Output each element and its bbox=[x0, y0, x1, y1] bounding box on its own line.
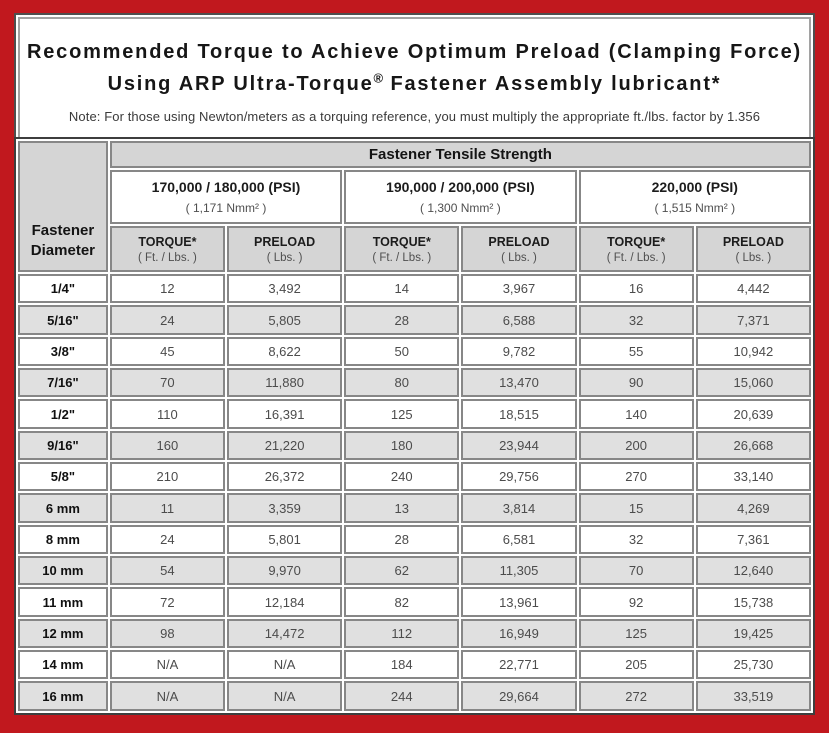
cell: 5,801 bbox=[227, 525, 342, 554]
row-label: 5/8" bbox=[18, 462, 108, 491]
cell: 15,738 bbox=[696, 587, 811, 616]
cell: 15,060 bbox=[696, 368, 811, 397]
cell: 5,805 bbox=[227, 305, 342, 334]
cell: 240 bbox=[344, 462, 459, 491]
row-label: 8 mm bbox=[18, 525, 108, 554]
tensile-strength-header: Fastener Tensile Strength bbox=[110, 141, 811, 168]
cell: 8,622 bbox=[227, 337, 342, 366]
psi-value-3: 220,000 (PSI) bbox=[651, 179, 738, 195]
cell: 4,269 bbox=[696, 493, 811, 522]
row-label: 16 mm bbox=[18, 681, 108, 711]
cell: 11,305 bbox=[461, 556, 576, 585]
cell: 21,220 bbox=[227, 431, 342, 460]
cell: 16,949 bbox=[461, 619, 576, 648]
page-title bbox=[26, 36, 803, 100]
psi-value-1: 170,000 / 180,000 (PSI) bbox=[151, 179, 301, 195]
cell: 180 bbox=[344, 431, 459, 460]
cell: 16 bbox=[579, 274, 694, 303]
cell: 50 bbox=[344, 337, 459, 366]
title-line-1: Recommended Torque to Achieve Optimum Preload (Clamping Force) bbox=[26, 41, 803, 63]
cell: 32 bbox=[579, 305, 694, 334]
cell: 24 bbox=[110, 305, 225, 334]
cell: 272 bbox=[579, 681, 694, 711]
preload-column-header-1: PRELOAD ( Lbs. ) bbox=[227, 226, 342, 272]
cell: 270 bbox=[579, 462, 694, 491]
cell: 29,756 bbox=[461, 462, 576, 491]
cell: 45 bbox=[110, 337, 225, 366]
cell: 12 bbox=[110, 274, 225, 303]
torque-table bbox=[14, 137, 815, 715]
table-row bbox=[18, 525, 811, 554]
preload-column-header-3: PRELOAD ( Lbs. ) bbox=[696, 226, 811, 272]
psi-group-header-2 bbox=[344, 170, 576, 224]
cell: 3,492 bbox=[227, 274, 342, 303]
row-label: 7/16" bbox=[18, 368, 108, 397]
table-row bbox=[18, 431, 811, 460]
cell: 32 bbox=[579, 525, 694, 554]
cell: 80 bbox=[344, 368, 459, 397]
row-label: 10 mm bbox=[18, 556, 108, 585]
row-label: 11 mm bbox=[18, 587, 108, 616]
column-header-row bbox=[18, 226, 811, 272]
cell: 7,371 bbox=[696, 305, 811, 334]
title-line-2: Using ARP Ultra-Torque bbox=[107, 73, 374, 95]
cell: 125 bbox=[344, 399, 459, 428]
cell: 9,970 bbox=[227, 556, 342, 585]
cell: 210 bbox=[110, 462, 225, 491]
cell: 28 bbox=[344, 305, 459, 334]
cell: 20,639 bbox=[696, 399, 811, 428]
cell: 140 bbox=[579, 399, 694, 428]
title-line-2-cont: Fastener Assembly lubricant* bbox=[383, 73, 722, 95]
row-label: 3/8" bbox=[18, 337, 108, 366]
cell: 10,942 bbox=[696, 337, 811, 366]
note-text: Note: For those using Newton/meters as a torquing reference, you must multiply the appropriate ft./lbs. factor by 1.356 bbox=[68, 109, 761, 124]
table-row bbox=[18, 493, 811, 522]
row-label: 1/4" bbox=[18, 274, 108, 303]
cell: 13,470 bbox=[461, 368, 576, 397]
cell: 14,472 bbox=[227, 619, 342, 648]
row-label: 5/16" bbox=[18, 305, 108, 334]
cell: 11,880 bbox=[227, 368, 342, 397]
cell: 62 bbox=[344, 556, 459, 585]
cell: 26,668 bbox=[696, 431, 811, 460]
title-inner bbox=[18, 17, 811, 137]
cell: 4,442 bbox=[696, 274, 811, 303]
table-row bbox=[18, 337, 811, 366]
row-label: 6 mm bbox=[18, 493, 108, 522]
table-row bbox=[18, 462, 811, 491]
table-row bbox=[18, 399, 811, 428]
cell: N/A bbox=[110, 650, 225, 679]
corner-header-fastener-diameter bbox=[18, 141, 108, 272]
cell: 160 bbox=[110, 431, 225, 460]
content-box bbox=[14, 13, 815, 715]
cell: 19,425 bbox=[696, 619, 811, 648]
cell: 12,184 bbox=[227, 587, 342, 616]
cell: 184 bbox=[344, 650, 459, 679]
cell: 26,372 bbox=[227, 462, 342, 491]
table-row bbox=[18, 587, 811, 616]
preload-column-header-2: PRELOAD ( Lbs. ) bbox=[461, 226, 576, 272]
cell: 13 bbox=[344, 493, 459, 522]
cell: 82 bbox=[344, 587, 459, 616]
torque-column-header-3: TORQUE* ( Ft. / Lbs. ) bbox=[579, 226, 694, 272]
table-row bbox=[18, 619, 811, 648]
cell: 25,730 bbox=[696, 650, 811, 679]
psi-value-2: 190,000 / 200,000 (PSI) bbox=[386, 179, 535, 195]
cell: 9,782 bbox=[461, 337, 576, 366]
psi-group-header-1 bbox=[110, 170, 342, 224]
cell: 90 bbox=[579, 368, 694, 397]
cell: 98 bbox=[110, 619, 225, 648]
nmm-value-1: ( 1,171 Nmm² ) bbox=[185, 201, 267, 215]
cell: N/A bbox=[227, 650, 342, 679]
cell: 3,967 bbox=[461, 274, 576, 303]
cell: 13,961 bbox=[461, 587, 576, 616]
table-row bbox=[18, 305, 811, 334]
table-row bbox=[18, 368, 811, 397]
torque-column-header-1: TORQUE* ( Ft. / Lbs. ) bbox=[110, 226, 225, 272]
table-row bbox=[18, 274, 811, 303]
registered-trademark-symbol: ® bbox=[373, 70, 384, 86]
cell: 29,664 bbox=[461, 681, 576, 711]
psi-header-row bbox=[18, 170, 811, 224]
cell: 14 bbox=[344, 274, 459, 303]
row-label: 9/16" bbox=[18, 431, 108, 460]
table-row bbox=[18, 556, 811, 585]
cell: 70 bbox=[110, 368, 225, 397]
corner-line-2: Diameter bbox=[30, 241, 95, 259]
cell: 16,391 bbox=[227, 399, 342, 428]
row-label: 12 mm bbox=[18, 619, 108, 648]
cell: 23,944 bbox=[461, 431, 576, 460]
corner-line-1: Fastener bbox=[31, 221, 95, 239]
nmm-value-3: ( 1,515 Nmm² ) bbox=[654, 201, 736, 215]
cell: 72 bbox=[110, 587, 225, 616]
cell: 200 bbox=[579, 431, 694, 460]
cell: 244 bbox=[344, 681, 459, 711]
title-box bbox=[14, 13, 815, 137]
cell: 125 bbox=[579, 619, 694, 648]
cell: 33,519 bbox=[696, 681, 811, 711]
cell: 3,814 bbox=[461, 493, 576, 522]
cell: 205 bbox=[579, 650, 694, 679]
cell: 70 bbox=[579, 556, 694, 585]
cell: 92 bbox=[579, 587, 694, 616]
cell: 15 bbox=[579, 493, 694, 522]
cell: 54 bbox=[110, 556, 225, 585]
torque-column-header-2: TORQUE* ( Ft. / Lbs. ) bbox=[344, 226, 459, 272]
cell: 6,581 bbox=[461, 525, 576, 554]
cell: 55 bbox=[579, 337, 694, 366]
row-label: 14 mm bbox=[18, 650, 108, 679]
cell: 6,588 bbox=[461, 305, 576, 334]
cell: 33,140 bbox=[696, 462, 811, 491]
cell: 28 bbox=[344, 525, 459, 554]
psi-group-header-3 bbox=[579, 170, 811, 224]
nmm-value-2: ( 1,300 Nmm² ) bbox=[420, 201, 501, 215]
cell: N/A bbox=[110, 681, 225, 711]
cell: 110 bbox=[110, 399, 225, 428]
cell: 112 bbox=[344, 619, 459, 648]
cell: 7,361 bbox=[696, 525, 811, 554]
cell: 24 bbox=[110, 525, 225, 554]
cell: N/A bbox=[227, 681, 342, 711]
row-label: 1/2" bbox=[18, 399, 108, 428]
cell: 11 bbox=[110, 493, 225, 522]
table-row bbox=[18, 681, 811, 711]
table-row bbox=[18, 650, 811, 679]
tensile-header-row bbox=[18, 141, 811, 168]
cell: 18,515 bbox=[461, 399, 576, 428]
cell: 12,640 bbox=[696, 556, 811, 585]
cell: 22,771 bbox=[461, 650, 576, 679]
cell: 3,359 bbox=[227, 493, 342, 522]
